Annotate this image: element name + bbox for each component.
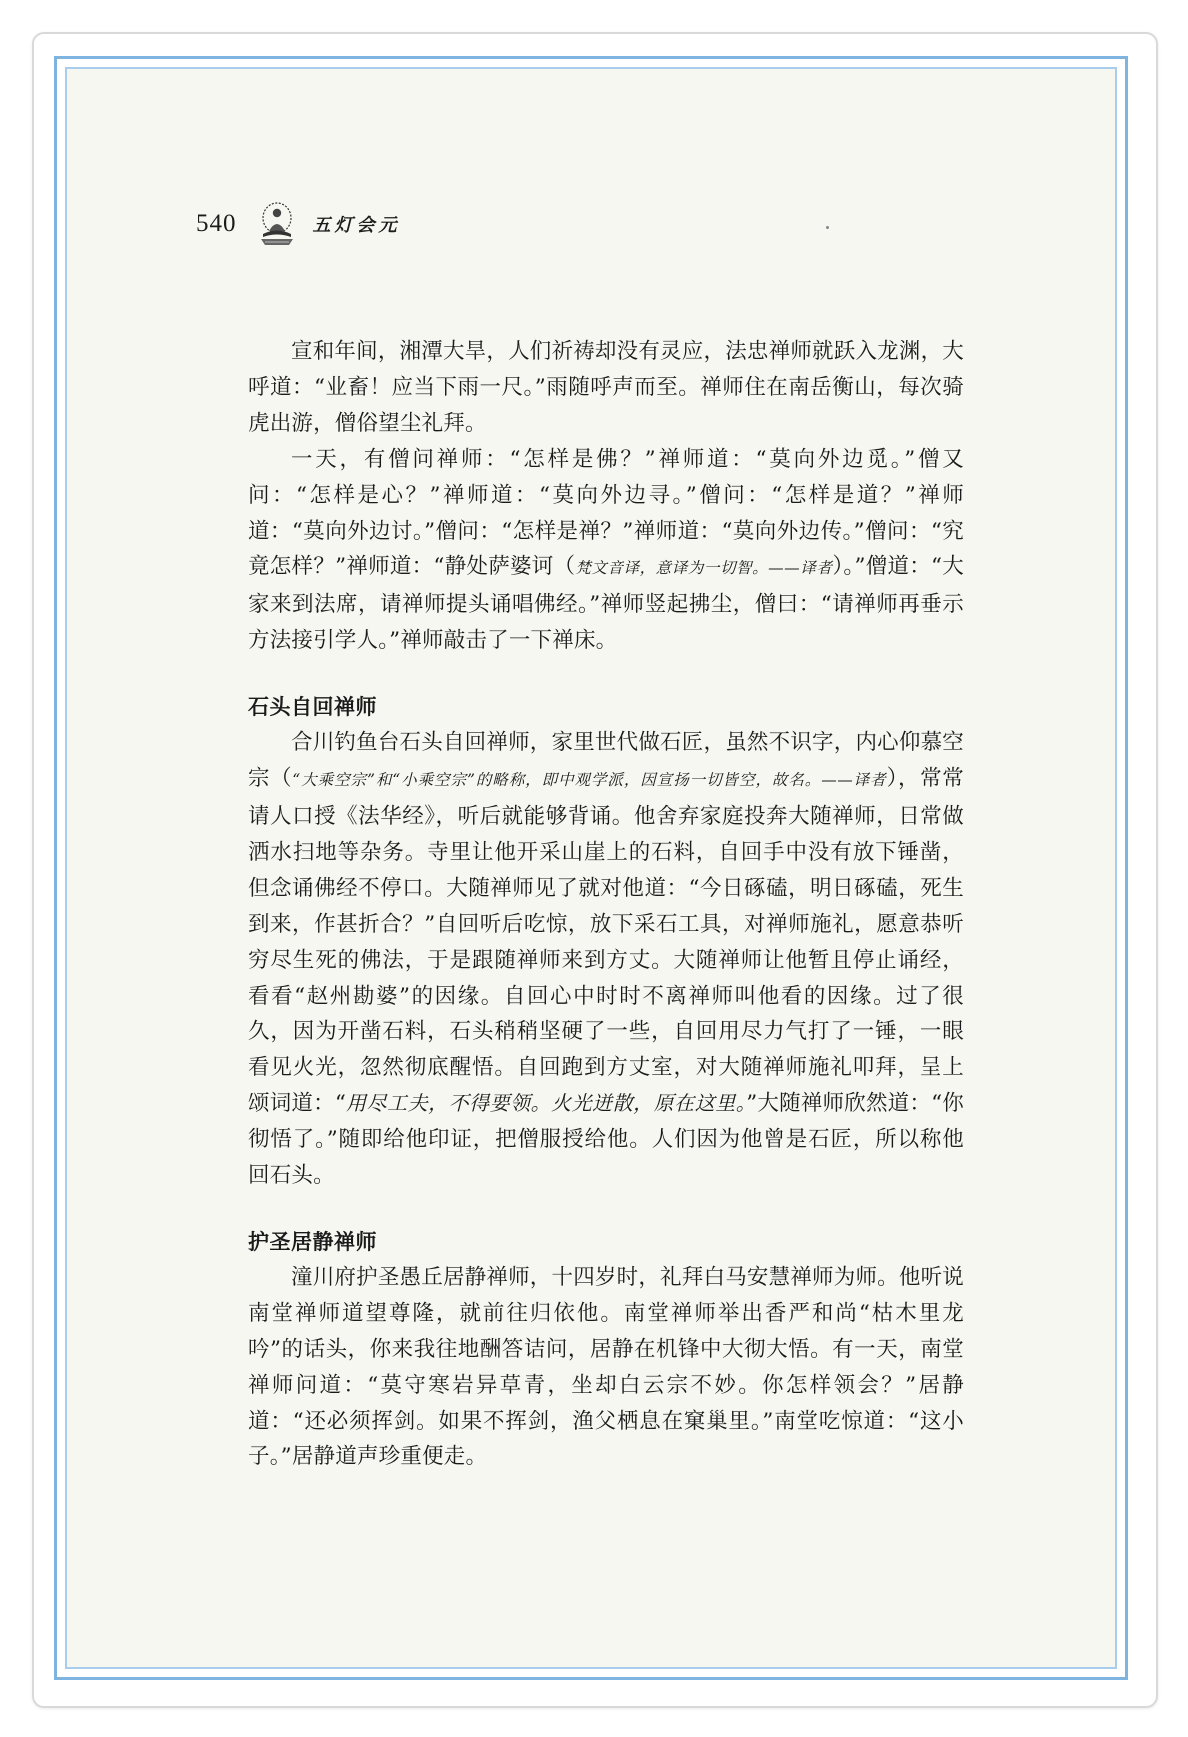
body-text bbox=[248, 334, 964, 1475]
paragraph: 宣和年间，湘潭大旱，人们祈祷却没有灵应，法忠禅师就跃入龙渊，大呼道：“业畜！应当下雨一尺。”雨随呼声而至。禅师住在南岳衡山，每次骑虎出游，僧俗望尘礼拜。 bbox=[248, 339, 964, 436]
translator-note: “大乘空宗”和“小乘空宗”的略称，即中观学派，因宣扬一切皆空，故名。——译者 bbox=[292, 771, 887, 790]
verse: 用尽工夫，不得要领。火光迸散，原在这里。 bbox=[346, 1091, 747, 1116]
seated-buddha-icon bbox=[255, 201, 299, 247]
text-run: ”大随禅师欣然道：“你彻悟了。”随即给他印证，把僧服授给他。人们因为他曾是石匠，所以称他回石头。 bbox=[248, 1091, 964, 1189]
running-header bbox=[196, 200, 401, 248]
paragraph bbox=[248, 725, 964, 1194]
translator-note: 梵文音译，意译为一切智。——译者 bbox=[575, 559, 833, 578]
paragraph bbox=[248, 442, 964, 659]
paragraph: 潼川府护圣愚丘居静禅师，十四岁时，礼拜白马安慧禅师为师。他听说南堂禅师道望尊隆，就前往归依他。南堂禅师举出香严和尚“枯木里龙吟”的话头，你来我往地酬答诘问，居静在机锋中大彻大悟。有一天，南堂禅师问道：“莫守寒岩异草青，坐却白云宗不妙。你怎样领会？”居静道：“还必须挥剑。如果不挥剑，渔父栖息在窠巢里。”南堂吃惊道：“这小子。”居静道声珍重便走。 bbox=[248, 1264, 964, 1470]
page-number: 540 bbox=[196, 210, 237, 237]
book-title: 五灯会元 bbox=[312, 215, 401, 236]
text-run: ），常常请人口授《法华经》，听后就能够背诵。他舍弃家庭投奔大随禅师，日常做洒水扫地等杂务。寺里让他开采山崖上的石料，自回手中没有放下锤凿，但念诵佛经不停口。大随禅师见了就对他道：“今日硺磕，明日硺磕，死生到来，作甚折合？”自回听后吃惊，放下采石工具，对禅师施礼，愿意恭听穷尽生死的佛法，于是跟随禅师来到方丈。大随禅师让他暂且停止诵经，看看“赵州勘婆”的因缘。自回心中时时不离禅师叫他看的因缘。过了很久，因为开凿石料，石头稍稍坚硬了一些，自回用尽力气打了一锤，一眼看见火光，忽然彻底醒悟。自回跑到方丈室，对大随禅师施礼叩拜，呈上颂词道：“ bbox=[248, 766, 964, 1117]
section-heading: 护圣居静禅师 bbox=[248, 1229, 377, 1254]
speck bbox=[826, 226, 829, 229]
text-run: 合川钓鱼台石头自回禅师，家里世代做石匠，虽然不识字，内心仰慕空宗（ bbox=[248, 730, 964, 792]
text-run: ）。”僧道：“大家来到法席，请禅师提头诵唱佛经。”禅师竖起拂尘，僧曰：“请禅师再垂示方法接引学人。”禅师敲击了一下禅床。 bbox=[248, 554, 964, 654]
section-heading: 石头自回禅师 bbox=[248, 695, 377, 720]
text-run: 一天，有僧问禅师：“怎样是佛？”禅师道：“莫向外边觅。”僧又问：“怎样是心？”禅师道：“莫向外边寻。”僧问：“怎样是道？”禅师道：“莫向外边讨。”僧问：“怎样是禅？”禅师道：“莫向外边传。”僧问：“究竟怎样？”禅师道：“静处萨婆诃（ bbox=[248, 446, 964, 580]
